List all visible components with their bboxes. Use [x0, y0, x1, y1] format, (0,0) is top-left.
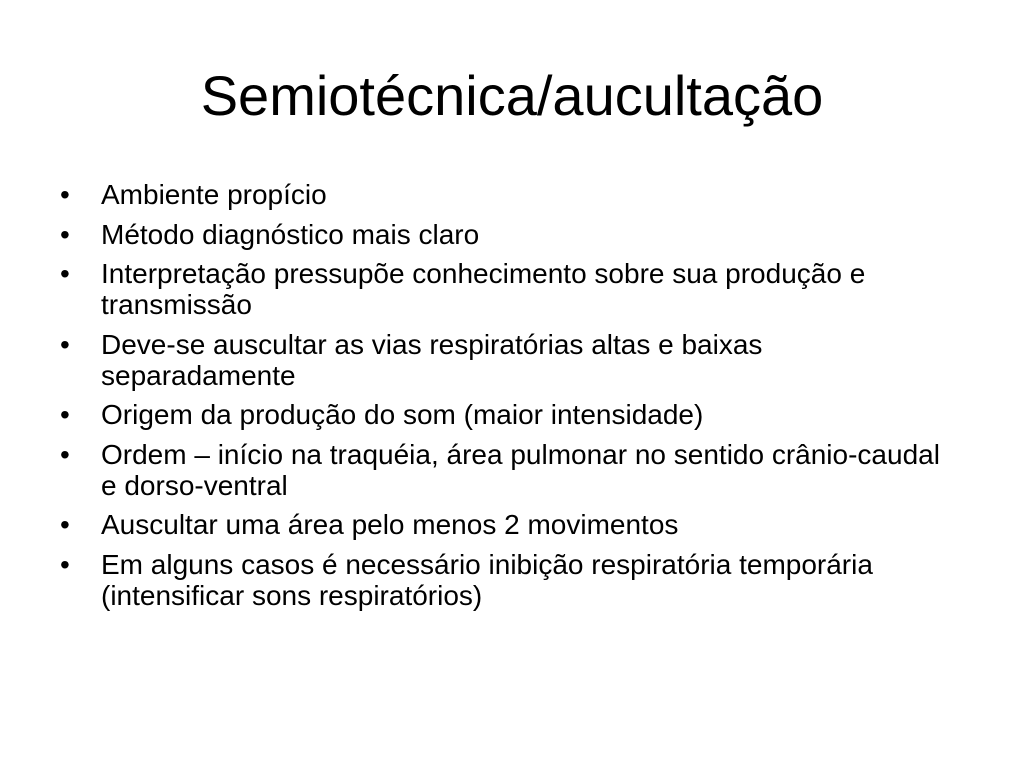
- bullet-text: Interpretação pressupõe conhecimento sobre sua produção e transmissão: [101, 258, 866, 320]
- bullet-item-inibicao: [60, 549, 960, 611]
- bullet-item-ordem: [60, 439, 960, 501]
- bullet-item-metodo: [60, 219, 960, 250]
- bullet-text: Método diagnóstico mais claro: [101, 218, 480, 250]
- slide-title: Semiotécnica/aucultação: [200, 64, 824, 127]
- bullet-icon: •: [60, 438, 70, 470]
- bullet-list: [60, 179, 960, 619]
- bullet-text: Em alguns casos é necessário inibição respiratória temporária (intensificar sons respiratórios): [101, 548, 873, 611]
- bullet-item-vias-respiratorias: [60, 329, 960, 391]
- bullet-text: Auscultar uma área pelo menos 2 movimentos: [101, 509, 679, 540]
- bullet-item-auscultar-area: [60, 509, 960, 540]
- bullet-icon: •: [60, 328, 70, 360]
- bullet-text: Ordem – início na traquéia, área pulmonar no sentido crânio-caudal e dorso-ventral: [101, 438, 940, 501]
- bullet-item-interpretacao: [60, 258, 960, 320]
- bullet-text: Origem da produção do som (maior intensidade): [101, 399, 704, 430]
- bullet-icon: •: [60, 509, 70, 540]
- bullet-text: Deve-se auscultar as vias respiratórias altas e baixas separadamente: [101, 328, 763, 391]
- bullet-icon: •: [60, 548, 70, 580]
- bullet-icon: •: [60, 179, 70, 210]
- bullet-item-origem-som: [60, 399, 960, 430]
- bullet-icon: •: [60, 258, 70, 289]
- bullet-icon: •: [60, 399, 70, 430]
- bullet-text: Ambiente propício: [101, 179, 327, 210]
- bullet-icon: •: [60, 218, 70, 250]
- bullet-item-ambiente: [60, 179, 960, 210]
